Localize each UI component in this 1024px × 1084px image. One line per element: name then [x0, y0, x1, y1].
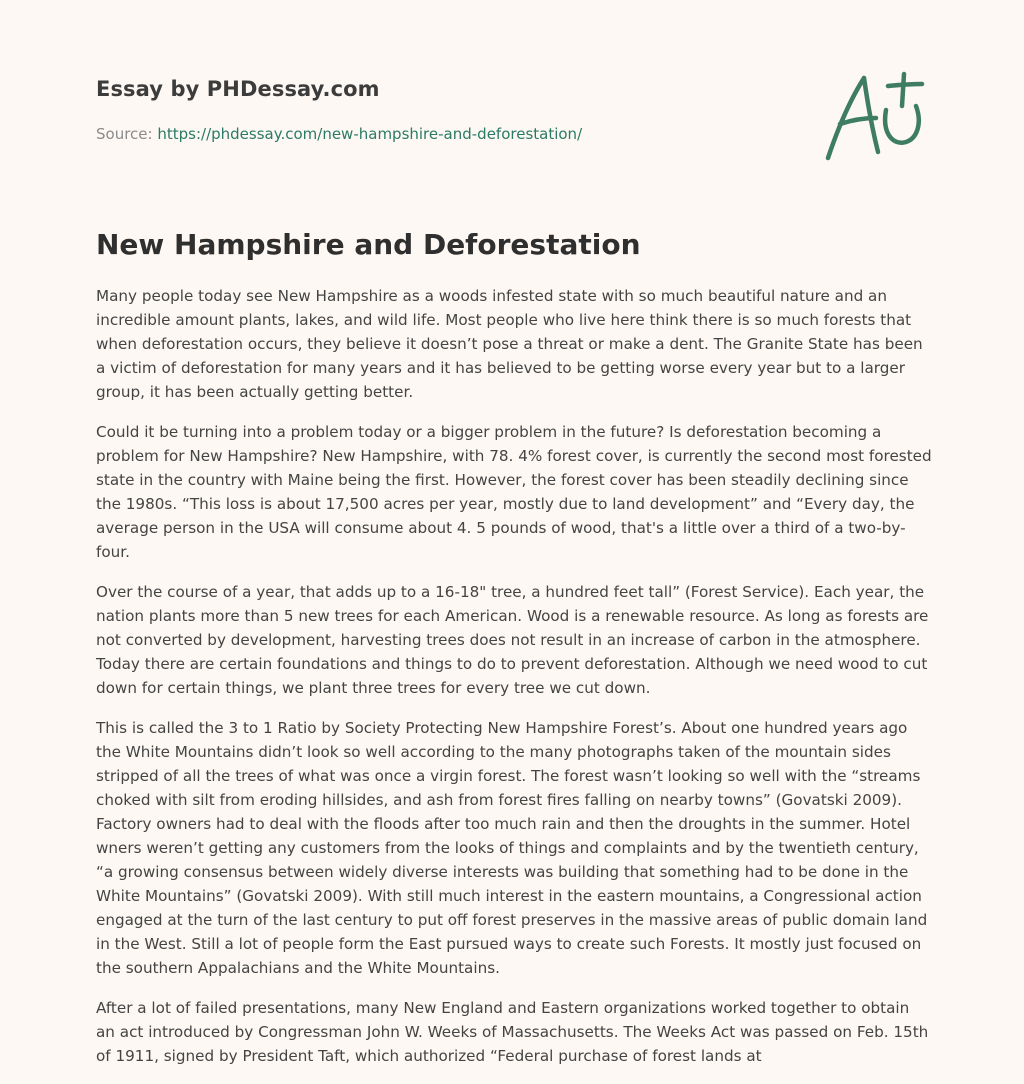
- site-brand: Essay by PHDessay.com: [96, 77, 380, 101]
- page-header: [96, 74, 796, 144]
- essay-title: New Hampshire and Deforestation: [96, 228, 641, 261]
- source-line: [96, 124, 796, 144]
- source-link[interactable]: https://phdessay.com/new-hampshire-and-deforestation/: [157, 125, 583, 143]
- source-label: Source:: [96, 125, 153, 143]
- essay-paragraph: Over the course of a year, that adds up to a 16-18" tree, a hundred feet tall” (Forest Service). Each year, the nation plants more than 5 new trees for each American. Wood is a renewable resource. As long as forests are not converted by development, harvesting trees does not result in an increase of carbon in the atmosphere. Today there are certain foundations and things to do to prevent deforestation. Although we need wood to cut down for certain things, we plant three trees for every tree we cut down.: [96, 583, 929, 697]
- essay-paragraph: This is called the 3 to 1 Ratio by Society Protecting New Hampshire Forest’s. About one hundred years ago the White Mountains didn’t look so well according to the many photographs taken of the mountain sides stripped of all the trees of what was once a virgin forest. The forest wasn’t looking so well with the “streams choked with silt from eroding hillsides, and ash from forest fires falling on nearby towns” (Govatski 2009). Factory owners had to deal with the floods after too much rain and then the droughts in the summer. Hotel wners weren’t getting any customers from the looks of things and complaints and by the twentieth century, “a growing consensus between widely diverse interests was building that something had to be done in the White Mountains” (Govatski 2009). With still much interest in the eastern mountains, a Congressional action engaged at the turn of the last century to put off forest preserves in the massive areas of public domain land in the West. Still a lot of people form the East pursued ways to create such Forests. It mostly just focused on the southern Appalachians and the White Mountains.: [96, 719, 928, 977]
- essay-paragraph: After a lot of failed presentations, many New England and Eastern organizations worked together to obtain an act introduced by Congressman John W. Weeks of Massachusetts. The Weeks Act was passed on Feb. 15th of 1911, signed by President Taft, which authorized “Federal purchase of forest lands at: [96, 999, 929, 1065]
- a-plus-logo-icon: [818, 66, 930, 166]
- essay-paragraph: Could it be turning into a problem today or a bigger problem in the future? Is deforestation becoming a problem for New Hampshire? New Hampshire, with 78. 4% forest cover, is currently the second most forested state in the country with Maine being the first. However, the forest cover has been steadily declining since the 1980s. “This loss is about 17,500 acres per year, mostly due to land development” and “Every day, the average person in the USA will consume about 4. 5 pounds of wood, that's a little over a third of a two-by-four.: [96, 423, 932, 561]
- essay-paragraph: Many people today see New Hampshire as a woods infested state with so much beautiful nature and an incredible amount plants, lakes, and wild life. Most people who live here think there is so much forests that when deforestation occurs, they believe it doesn’t pose a threat or make a dent. The Granite State has been a victim of deforestation for many years and it has believed to be getting worse every year but to a larger group, it has been actually getting better.: [96, 287, 923, 401]
- essay-body: [96, 284, 932, 1084]
